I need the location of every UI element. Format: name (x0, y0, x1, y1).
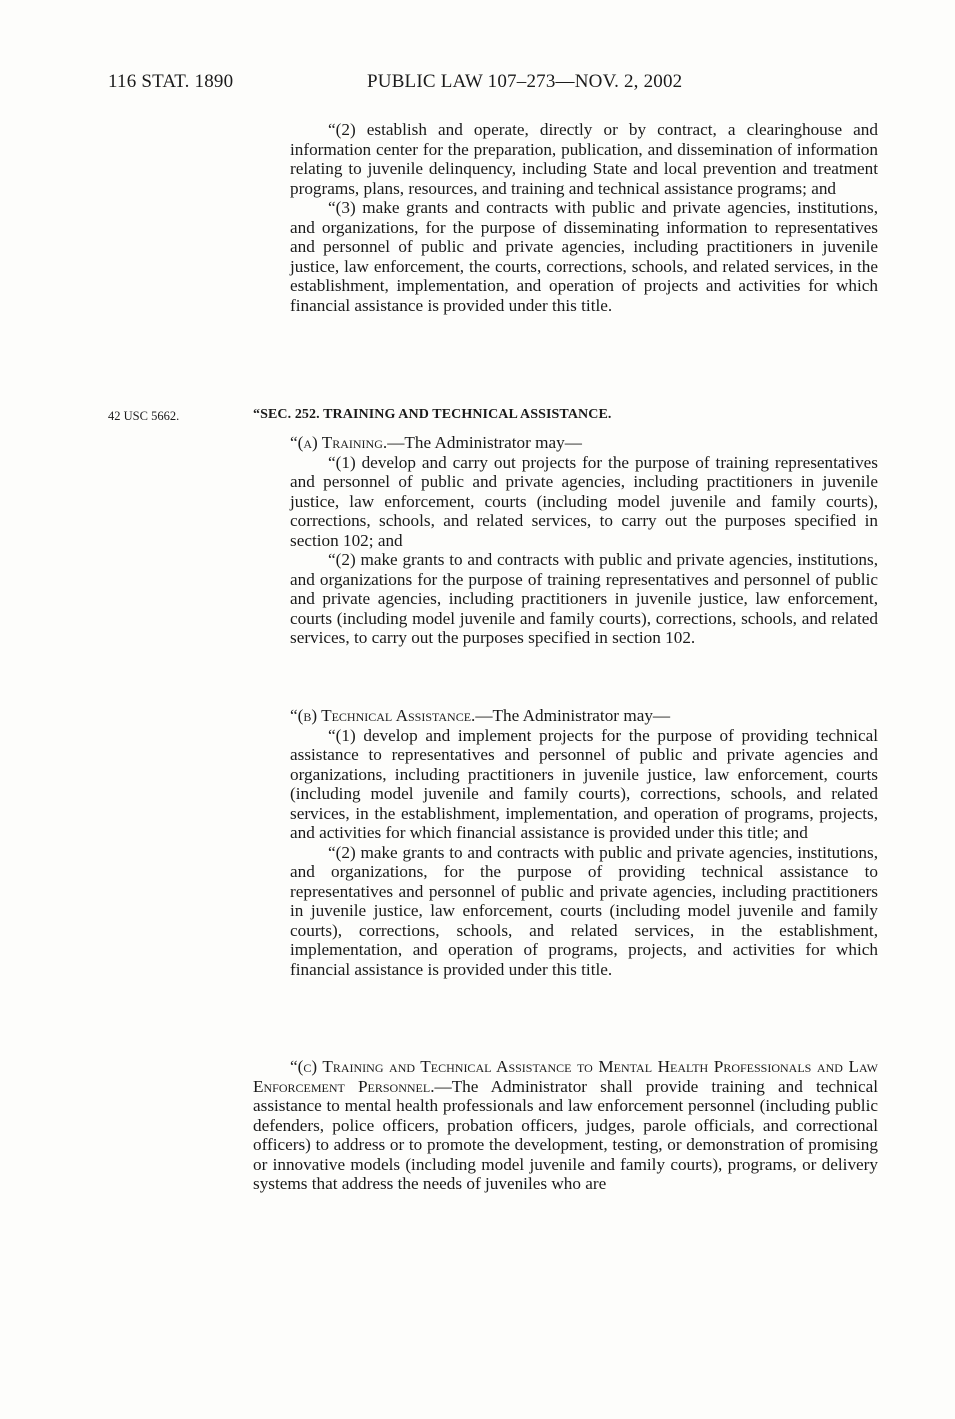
public-law-citation: PUBLIC LAW 107–273—NOV. 2, 2002 (367, 71, 683, 92)
usc-margin-note: 42 USC 5662. (108, 409, 180, 423)
continued-provisions (290, 120, 878, 315)
paragraph-b2: “(2) make grants to and contracts with public and private agencies, institutions, and organizations, for the purpose of providing technical assistance to representatives and personnel of public and private agencies, including practitioners in juvenile justice, law enforcement, courts (including model juvenile and family courts), corrections, schools, and related services, in the establishment, implementation, and operation of programs, projects, and activities for which financial assistance is provided under this title. (290, 842, 878, 979)
subsection-c-text (253, 1057, 878, 1194)
subsection-b-intro (290, 706, 878, 726)
section-heading: “SEC. 252. TRAINING AND TECHNICAL ASSISTANCE. (253, 407, 612, 422)
subsection-c (253, 1057, 878, 1194)
paragraph-a1: “(1) develop and carry out projects for the purpose of training representatives and personnel of public and private agencies, including practitioners in juvenile justice, law enforcement, courts (including model juvenile and family courts), corrections, schools, and related services, to carry out the purposes specified in section 102; and (290, 452, 878, 550)
subsection-b-text: —The Administrator may— (475, 706, 671, 725)
paragraph-a2: “(2) make grants to and contracts with public and private agencies, institutions, and organizations for the purpose of training representatives and personnel of public and private agencies, including practitioners in juvenile justice, law enforcement, courts (including model juvenile and family courts), corrections, schools, and related services, to carry out the purposes specified in section 102. (290, 550, 878, 647)
subsection-a (290, 433, 878, 648)
subsection-b (290, 706, 878, 979)
paragraph-3: “(3) make grants and contracts with public and private agencies, institutions, and organizations, for the purpose of disseminating information to representatives and personnel of public and private agencies, including practitioners in juvenile justice, law enforcement, the courts, corrections, schools, and related services, in the establishment, implementation, and operation of projects and activities for which financial assistance is provided under this title. (290, 198, 878, 315)
subsection-a-label: “(a) Training. (290, 433, 388, 452)
subsection-a-text: —The Administrator may— (387, 433, 582, 452)
subsection-a-intro (290, 433, 878, 453)
statute-page-number: 116 STAT. 1890 (108, 71, 234, 92)
paragraph-2: “(2) establish and operate, directly or by contract, a clearinghouse and information center for the preparation, publication, and dissemination of information relating to juvenile delinquency, including State and local prevention and treatment programs, plans, resources, and training and technical assistance programs; and (290, 120, 878, 198)
subsection-c-label: “(c) Training and Technical Assistance to Mental Health Professionals and Law Enforcement Personnel. (253, 1057, 878, 1096)
subsection-b-label: “(b) Technical Assistance. (290, 706, 476, 725)
subsection-c-body: —The Administrator shall provide training and technical assistance to mental health professionals and law enforcement personnel (including public defenders, police officers, probation officers, judges, parole officials, and correctional officers) to address or to promote the development, testing, or demonstration of promising or innovative models (including model juvenile and family courts), programs, or delivery systems that address the needs of juveniles who are (253, 1076, 878, 1193)
paragraph-b1: “(1) develop and implement projects for the purpose of providing technical assistance to representatives and personnel of public and private agencies and organizations, including practitioners in juvenile justice, law enforcement, courts (including model juvenile and family courts), corrections, schools, and related services, in the establishment, implementation, and operation of programs, projects, and activities for which financial assistance is provided under this title; and (290, 725, 878, 842)
